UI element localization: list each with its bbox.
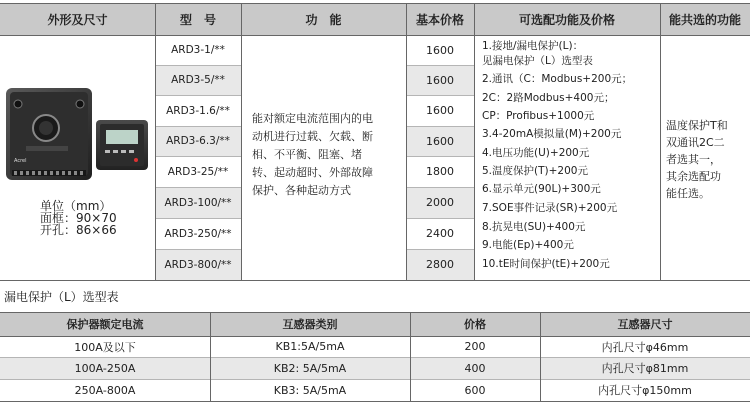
dimension-frame: 面框：90×70 <box>40 211 117 225</box>
rule <box>0 3 750 4</box>
header-transformer-size: 互感器尺寸 <box>617 318 673 331</box>
rule <box>210 312 211 401</box>
option-line: 6.显示单元(90L)+300元 <box>482 183 601 195</box>
header-function: 功 能 <box>305 12 342 27</box>
shared-line: 双通讯2C二 <box>666 136 725 149</box>
price-cell: 2400 <box>426 227 454 240</box>
header-price: 价格 <box>464 318 486 331</box>
table-cell: 内孔尺寸φ81mm <box>601 362 689 375</box>
rule <box>241 3 242 280</box>
rule <box>406 187 474 188</box>
option-line: CP：Profibus+1000元 <box>482 110 595 122</box>
option-line: 10.tE时间保护(tE)+200元 <box>482 258 610 270</box>
rule <box>155 3 156 280</box>
rule <box>406 65 474 66</box>
function-description <box>252 110 402 200</box>
table-cell: 内孔尺寸φ46mm <box>601 340 689 354</box>
rule <box>406 126 474 127</box>
rule <box>406 3 407 280</box>
rule <box>406 249 474 250</box>
dimension-cutout: 开孔：86×66 <box>40 223 117 237</box>
header-shared-functions: 能共选的功能 <box>668 12 741 27</box>
option-line: 3.4-20mA模拟量(M)+200元 <box>482 128 622 140</box>
table-cell: 600 <box>464 383 486 397</box>
function-line: 动机进行过载、欠载、断 <box>252 130 373 143</box>
option-line: 4.电压功能(U)+200元 <box>482 147 590 159</box>
rule <box>0 379 750 380</box>
table-cell: 200 <box>464 340 486 353</box>
option-line: 7.SOE事件记录(SR)+200元 <box>482 202 618 214</box>
function-line: 保护、各种起动方式 <box>252 184 351 197</box>
shared-line: 其余选配功 <box>666 170 721 183</box>
rule <box>406 218 474 219</box>
header-rated-current: 保护器额定电流 <box>66 318 144 331</box>
rule <box>0 312 750 313</box>
option-line: 1.接地/漏电保护(L)： <box>482 40 584 52</box>
table-cell: 250A-800A <box>74 383 136 397</box>
function-line: 相、不平衡、阻塞、堵 <box>252 148 362 161</box>
option-line: 见漏电保护（L）选型表 <box>482 55 593 67</box>
rule <box>410 312 411 401</box>
price-cell: 1600 <box>426 134 454 148</box>
header-appearance: 外形及尺寸 <box>47 12 108 27</box>
price-cell: 1600 <box>426 43 454 57</box>
rule <box>474 3 475 280</box>
section-title: 漏电保护（L）选型表 <box>4 290 119 304</box>
rule <box>406 156 474 157</box>
rule <box>660 3 661 280</box>
rule <box>155 126 241 127</box>
table-cell: 100A及以下 <box>74 340 136 354</box>
option-line: 8.抗晃电(SU)+400元 <box>482 221 586 233</box>
function-line: 能对额定电流范围内的电 <box>252 112 373 125</box>
dimension-info <box>40 200 117 236</box>
table-cell: 内孔尺寸φ150mm <box>598 384 692 397</box>
rule <box>406 95 474 96</box>
rule <box>155 95 241 96</box>
shared-line: 能任选。 <box>666 187 710 200</box>
price-cell: 1600 <box>426 73 454 87</box>
rule <box>0 336 750 337</box>
price-cell: 1600 <box>426 104 454 117</box>
header-base-price: 基本价格 <box>415 12 464 27</box>
option-line: 2C：2路Modbus+400元； <box>482 92 615 104</box>
header-transformer-type: 互感器类别 <box>282 318 338 331</box>
rule <box>155 249 241 250</box>
model-cell: ARD3-25/** <box>167 165 229 178</box>
device-illustration <box>4 80 152 190</box>
option-line: 2.通讯（C：Modbus+200元； <box>482 73 633 85</box>
model-cell: ARD3-800/** <box>164 258 232 271</box>
model-cell: ARD3-100/** <box>164 196 232 209</box>
rule <box>155 156 241 157</box>
table-cell: 400 <box>464 361 486 375</box>
rule <box>0 401 750 402</box>
price-cell: 1800 <box>426 165 454 178</box>
device-brand: Acrel <box>14 158 27 164</box>
header-optional-functions: 可选配功能及价格 <box>518 12 615 27</box>
option-line: 9.电能(Ep)+400元 <box>482 239 574 251</box>
model-cell: ARD3-6.3/** <box>166 135 230 147</box>
price-cell: 2000 <box>426 196 454 209</box>
rule <box>0 357 750 358</box>
function-line: 转、起动超时、外部故障 <box>252 166 373 179</box>
product-photo <box>4 80 152 190</box>
table-cell: KB1:5A/5mA <box>275 340 345 353</box>
shared-line: 温度保护T和 <box>666 119 728 132</box>
dimension-unit: 单位（mm） <box>40 199 112 213</box>
table-cell: KB3: 5A/5mA <box>273 383 347 397</box>
rule <box>155 187 241 188</box>
rule <box>155 65 241 66</box>
model-cell: ARD3-1/** <box>171 44 225 56</box>
model-cell: ARD3-1.6/** <box>166 104 230 117</box>
shared-line: 者选其一， <box>666 153 721 166</box>
rule <box>0 280 750 281</box>
model-cell: ARD3-250/** <box>164 227 232 240</box>
price-cell: 2800 <box>426 258 454 271</box>
model-cell: ARD3-5/** <box>171 74 225 86</box>
shared-function-note <box>666 117 748 202</box>
rule <box>540 312 541 401</box>
table-cell: 100A-250A <box>74 361 136 375</box>
table-cell: KB2: 5A/5mA <box>273 361 347 375</box>
rule <box>0 35 750 36</box>
option-line: 5.温度保护(T)+200元 <box>482 165 588 177</box>
header-model: 型 号 <box>179 12 216 27</box>
rule <box>155 218 241 219</box>
